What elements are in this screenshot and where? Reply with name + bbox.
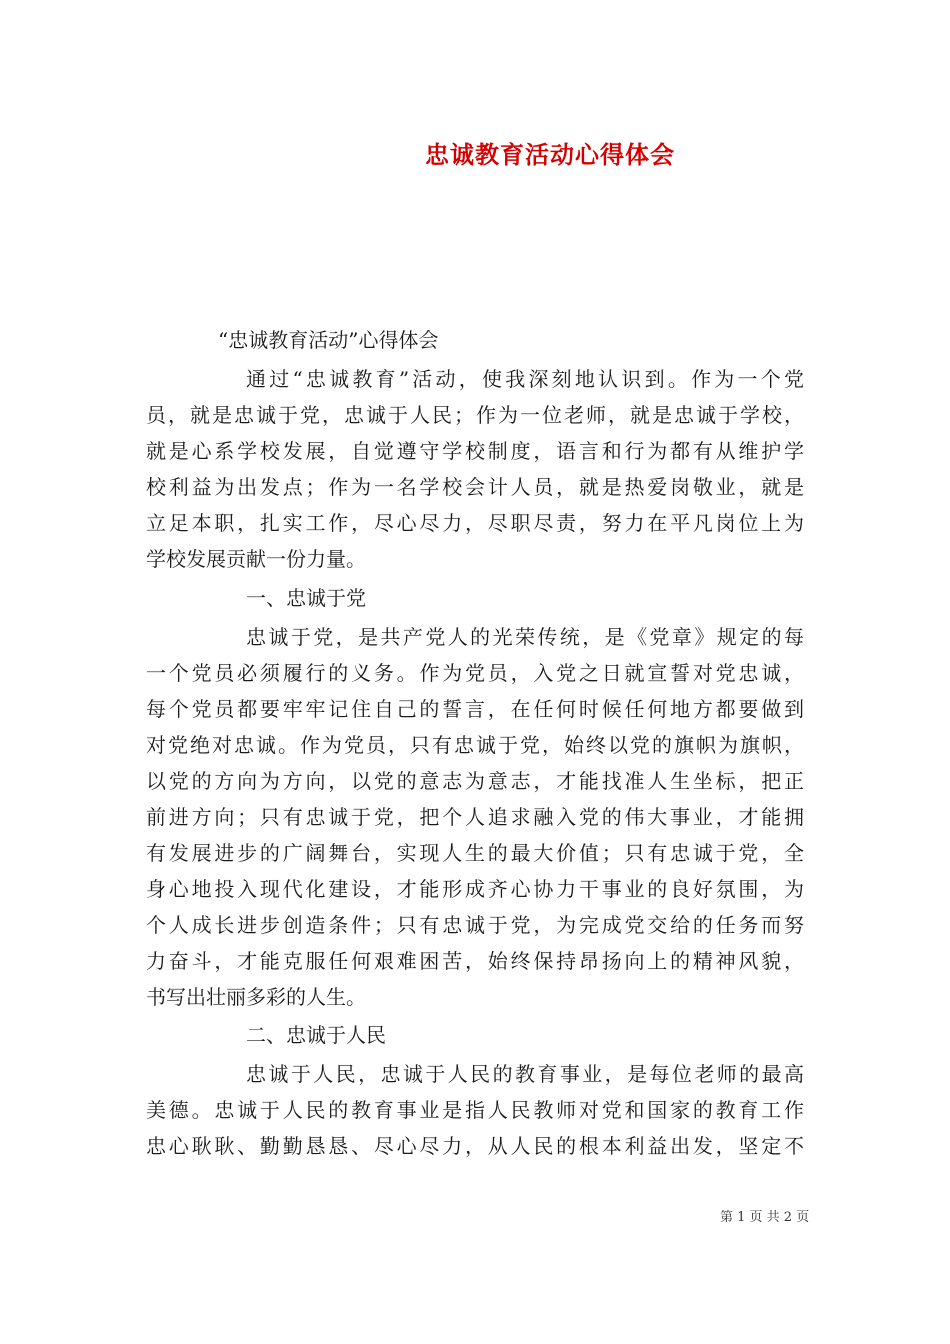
paragraph-1-line: 校利益为出发点；作为一名学校会计人员，就是热爱岗敬业，就是	[146, 475, 804, 499]
section-heading-1: 一、忠诚于党	[246, 586, 366, 610]
paragraph-1-line: 学校发展贡献一份力量。	[146, 547, 366, 571]
paragraph-3-line: 美德。忠诚于人民的教育事业是指人民教师对党和国家的教育工作	[146, 1098, 804, 1122]
paragraph-1-line: 就是心系学校发展，自觉遵守学校制度，语言和行为都有从维护学	[146, 439, 804, 463]
paragraph-2-line: 身心地投入现代化建设，才能形成齐心协力干事业的良好氛围，为	[146, 877, 804, 901]
page-footer: 第 1 页 共 2 页	[720, 1210, 810, 1225]
paragraph-2-line: 一个党员必须履行的义务。作为党员，入党之日就宣誓对党忠诚，	[146, 661, 804, 685]
paragraph-2-line: 力奋斗，才能克服任何艰难困苦，始终保持昂扬向上的精神风貌，	[146, 949, 804, 973]
paragraph-3-line: 忠诚于人民，忠诚于人民的教育事业，是每位老师的最高	[246, 1062, 804, 1086]
paragraph-2-line: 对党绝对忠诚。作为党员，只有忠诚于党，始终以党的旗帜为旗帜，	[146, 733, 804, 757]
paragraph-2-line: 个人成长进步创造条件；只有忠诚于党，为完成党交给的任务而努	[146, 913, 804, 937]
subtitle: “忠诚教育活动”心得体会	[218, 328, 439, 352]
paragraph-1-line: 通过“忠诚教育”活动，使我深刻地认识到。作为一个党	[246, 367, 804, 391]
paragraph-2-line: 书写出壮丽多彩的人生。	[146, 985, 366, 1009]
paragraph-2-line: 以党的方向为方向，以党的意志为意志，才能找准人生坐标，把正	[146, 769, 804, 793]
paragraph-2-line: 前进方向；只有忠诚于党，把个人追求融入党的伟大事业，才能拥	[146, 805, 804, 829]
paragraph-2-line: 每个党员都要牢牢记住自己的誓言，在任何时候任何地方都要做到	[146, 697, 804, 721]
paragraph-1-line: 员，就是忠诚于党，忠诚于人民；作为一位老师，就是忠诚于学校，	[146, 403, 804, 427]
paragraph-2-line: 忠诚于党，是共产党人的光荣传统，是《党章》规定的每	[246, 625, 804, 649]
paragraph-3-line: 忠心耿耿、勤勤恳恳、尽心尽力，从人民的根本利益出发，坚定不	[146, 1134, 804, 1158]
paragraph-1-line: 立足本职，扎实工作，尽心尽力，尽职尽责，努力在平凡岗位上为	[146, 511, 804, 535]
paragraph-2-line: 有发展进步的广阔舞台，实现人生的最大价值；只有忠诚于党，全	[146, 841, 804, 865]
section-heading-2: 二、忠诚于人民	[246, 1023, 386, 1047]
page-title: 忠诚教育活动心得体会	[425, 141, 675, 169]
